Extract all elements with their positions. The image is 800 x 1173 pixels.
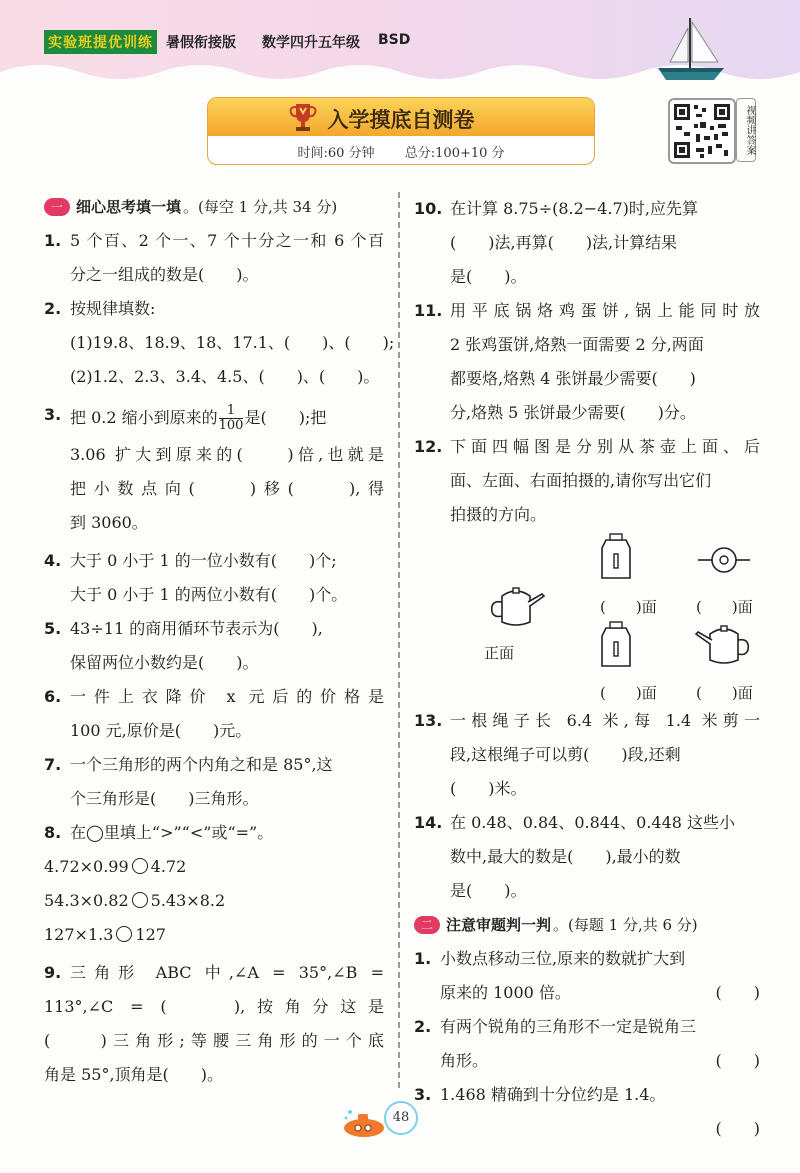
qr-label: 视频讲答案 [736,98,756,162]
series-name: 实验班提优训练 [44,30,157,54]
edition-label: 暑假衔接版 [166,35,236,51]
teapot-views [450,532,760,704]
teapot-view-c-icon [596,620,636,670]
time-limit: 时间:60 分钟 [297,146,375,161]
question-1: 1. 5 个百、2 个一、7 个十分之一和 6 个百 分之一组成的数是( )。 [44,231,384,284]
section-title: 注意审题判一判 [446,916,552,934]
question-13: 13. 一根绳子长 6.4 米,每 1.4 米剪一 段,这根绳子可以剪( )段,还剩 ( )米。 [414,711,760,798]
front-label: 正面 [484,644,515,662]
judge-2-answer[interactable]: ( ) [715,1051,760,1070]
exam-info [208,142,594,161]
judge-3-answer[interactable]: ( ) [715,1119,760,1138]
section-note: 。(每空 1 分,共 34 分) [183,198,338,216]
compare-circle[interactable] [132,892,148,908]
page-number: 48 [384,1101,418,1135]
page-title: 入学摸底自测卷 [327,108,475,132]
left-column [44,192,395,1092]
section-fill-in-header [44,192,384,222]
judge-2: 2. 有两个锐角的三角形不一定是锐角三 角形。 ( ) [414,1010,760,1078]
right-column [414,192,760,1146]
view-b-blank[interactable]: ( )面 [696,598,753,616]
publisher-code: BSD [378,32,411,48]
teapot-view-a-icon [596,532,636,582]
subject-label: 数学四升五年级 [262,35,360,51]
question-4: 4. 大于 0 小于 1 的一位小数有( )个; 大于 0 小于 1 的两位小数有( )个。 [44,551,348,604]
judge-3: 3. 1.468 精确到十分位约是 1.4。 ( ) [414,1078,760,1146]
section-badge: 一 [44,198,70,216]
view-a-blank[interactable]: ( )面 [600,598,657,616]
sailboat-icon [650,10,730,85]
judge-1: 1. 小数点移动三位,原来的数就扩大到 原来的 1000 倍。 ( ) [414,942,760,1010]
section-note: 。(每题 1 分,共 6 分) [553,916,698,934]
column-divider [398,192,400,1088]
question-8: 8. 在◯里填上“>”“<”或“=”。 4.72×0.99 4.72 54.3×0.82 5.43×8.2 127×1.3 127 [44,823,274,944]
question-6: 6. 一件上衣降价 x 元后的价格是 100 元,原价是( )元。 [44,687,384,740]
question-7: 7. 一个三角形的两个内角之和是 85°,这 个三角形是( )三角形。 [44,755,333,808]
view-c-blank[interactable]: ( )面 [600,684,657,702]
teapot-top-view-icon [696,542,752,578]
question-14: 14. 在 0.48、0.84、0.844、0.448 这些小 数中,最大的数是( ),最小的数 是( )。 [414,813,736,900]
fraction: $\frac{1}{100}$ [218,403,244,433]
view-d-blank[interactable]: ( )面 [696,684,753,702]
question-9: 9. 三角形 ABC 中,∠A = 35°,∠B = 113°,∠C = ( ),按角分这是 ( )三角形;等腰三角形的一个底 角是 55°,顶角是( )。 [44,963,384,1084]
qr-code[interactable] [668,98,736,164]
section-judge-header [414,910,760,940]
total-score: 总分:100+10 分 [404,146,505,161]
teapot-front-icon [480,582,550,632]
question-2: 2. 按规律填数: (1)19.8、18.9、18、17.1、( )、( ); (2)1.2、2.3、3.4、4.5、( )、( )。 [44,299,395,386]
question-12: 12. 下面四幅图是分别从茶壶上面、后 面、左面、右面拍摄的,请你写出它们 拍摄的方向。 正面 ( )面 ( )面 ( )面 ( )面 [414,430,760,704]
question-5: 5. 43÷11 的商用循环节表示为( ), 保留两位小数约是( )。 [44,619,323,672]
section-title: 细心思考填一填 [76,198,182,216]
judge-1-answer[interactable]: ( ) [715,983,760,1002]
question-11: 11. 用平底锅烙鸡蛋饼,锅上能同时放 2 张鸡蛋饼,烙熟一面需要 2 分,两面 都要烙,烙熟 4 张饼最少需要( ) 分,烙熟 5 张饼最少需要( )分。 [414,301,760,422]
teapot-view-d-icon [688,620,758,670]
title-box [207,97,595,165]
question-3: 3. 把 0.2 缩小到原来的 $\frac{1}{100}$ 是( );把 3.06 扩大到原来的( )倍,也就是 把小数点向( )移( ),得 到 3060。 [44,403,384,532]
section-badge: 二 [414,916,440,934]
question-10: 10. 在计算 8.75÷(8.2−4.7)时,应先算 ( )法,再算( )法,计算结果 是( )。 [414,199,698,286]
compare-circle[interactable] [132,858,148,874]
compare-circle[interactable] [116,926,132,942]
